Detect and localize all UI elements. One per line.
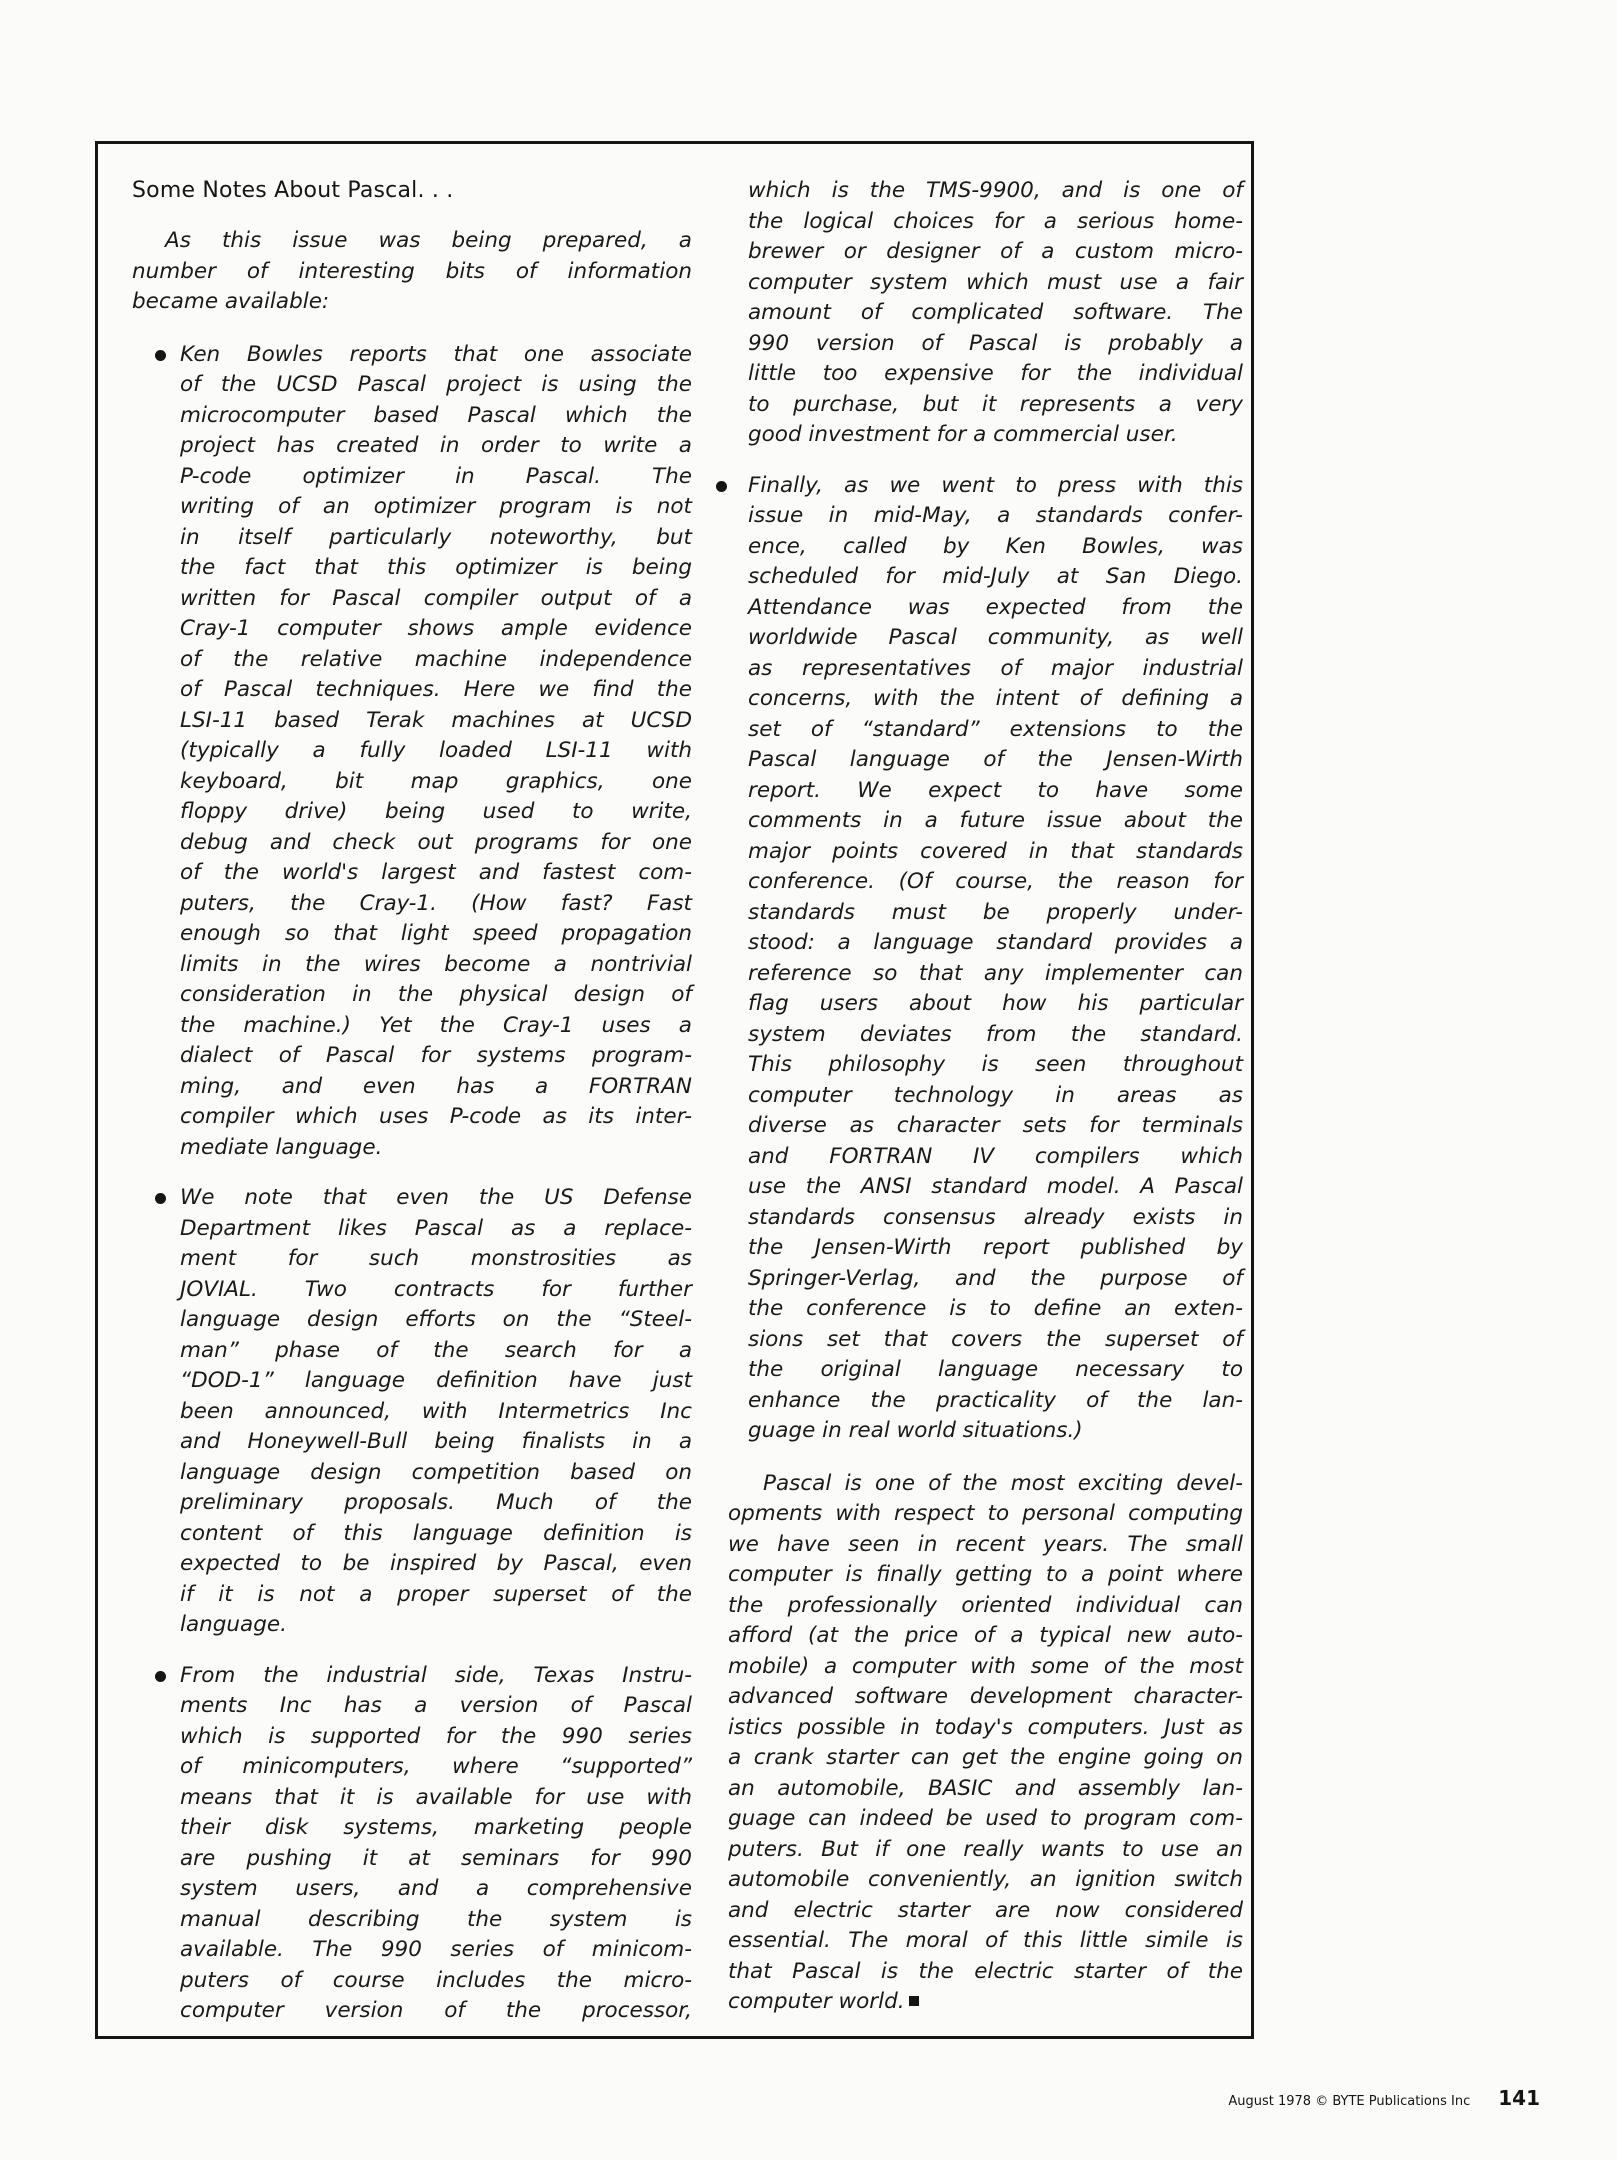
text-line: computer version of the processor, — [180, 1998, 692, 2023]
text-line: guage can indeed be used to program com- — [728, 1806, 1243, 1831]
text-line: major points covered in that standards — [748, 838, 1243, 864]
text-line: manual describing the system is — [180, 1906, 692, 1932]
text-line: mobile) a computer with some of the most — [728, 1653, 1243, 1679]
text-line: Attendance was expected from the — [748, 594, 1243, 620]
text-line: project has created in order to write a — [180, 433, 692, 458]
text-line: comments in a future issue about the — [748, 808, 1243, 833]
text-line: microcomputer based Pascal which the — [180, 402, 692, 428]
left-column — [132, 176, 692, 2027]
text-line: that Pascal is the electric starter of the — [728, 1958, 1243, 1984]
text-line: language design efforts on the “Steel- — [180, 1307, 692, 1332]
text-line: expected to be inspired by Pascal, even — [180, 1551, 692, 1576]
text-line: which is supported for the 990 series — [180, 1723, 692, 1749]
text-line: puters, the Cray-1. (How fast? Fast — [180, 890, 692, 916]
text-line: content of this language definition is — [180, 1520, 692, 1546]
bullet-item-texas-instruments — [132, 1661, 692, 2027]
text-line: man” phase of the search for a — [180, 1337, 692, 1363]
bullet-list — [132, 340, 692, 2027]
page-number: 141 — [1498, 2086, 1540, 2110]
text-line: in itself particularly noteworthy, but — [180, 524, 692, 550]
text-line: issue in mid-May, a standards confer- — [748, 503, 1243, 528]
text-line: if it is not a proper superset of the — [180, 1581, 692, 1607]
text-line: consideration in the physical design of — [180, 982, 692, 1007]
intro-paragraph — [132, 226, 692, 318]
bullet-icon — [716, 481, 727, 492]
text-line: been announced, with Intermetrics Inc — [180, 1398, 692, 1424]
closing-paragraph — [728, 1469, 1243, 2018]
text-line: language. — [180, 1612, 287, 1637]
text-line: language design competition based on — [180, 1459, 692, 1485]
text-line: ments Inc has a version of Pascal — [180, 1693, 692, 1718]
text-line: of the UCSD Pascal project is using the — [180, 372, 692, 397]
end-of-article-icon — [909, 1996, 919, 2006]
text-line: istics possible in today's computers. Just as — [728, 1714, 1243, 1740]
text-line: an automobile, BASIC and assembly lan- — [728, 1775, 1243, 1801]
bullet-text — [180, 340, 692, 1164]
text-line: preliminary proposals. Much of the — [180, 1490, 692, 1515]
text-line: to purchase, but it represents a very — [748, 391, 1243, 417]
text-line: flag users about how his particular — [748, 991, 1243, 1016]
bullet-text — [180, 1183, 692, 1641]
text-line: the conference is to define an exten- — [748, 1296, 1243, 1321]
text-line: of the world's largest and fastest com- — [180, 860, 692, 885]
bullet-item-standards-conference — [728, 471, 1243, 1447]
text-line: P-code optimizer in Pascal. The — [180, 463, 692, 489]
text-line: system users, and a comprehensive — [180, 1876, 692, 1901]
text-line: and Honeywell-Bull being finalists in a — [180, 1429, 692, 1454]
text-line: computer technology in areas as — [748, 1082, 1243, 1108]
text-line: puters of course includes the micro- — [180, 1967, 692, 1993]
text-line: stood: a language standard provides a — [748, 930, 1243, 955]
text-line: ming, and even has a FORTRAN — [180, 1073, 692, 1099]
text-line: essential. The moral of this little simile is — [728, 1928, 1243, 1953]
text-line: “DOD-1” language definition have just — [180, 1368, 692, 1393]
text-line: This philosophy is seen throughout — [748, 1052, 1243, 1077]
text-line: sions set that covers the superset of — [748, 1326, 1243, 1352]
text-line: limits in the wires become a nontrivial — [180, 951, 692, 977]
bullet-text — [180, 1661, 692, 2027]
bullet-item-texas-instruments-continued — [728, 176, 1243, 451]
right-column — [728, 176, 1243, 2018]
text-line: as representatives of major industrial — [748, 655, 1243, 681]
text-line: mediate language. — [180, 1134, 383, 1160]
text-line: of the relative machine independence — [180, 646, 692, 672]
article-title: Some Notes About Pascal. . . — [132, 178, 454, 203]
text-line: reference so that any implementer can — [748, 960, 1243, 986]
text-line: LSI-11 based Terak machines at UCSD — [180, 707, 692, 733]
text-line: the logical choices for a serious home- — [748, 208, 1243, 234]
text-line: available. The 990 series of minicom- — [180, 1937, 692, 1962]
text-line: puters. But if one really wants to use an — [728, 1836, 1243, 1862]
text-line: we have seen in recent years. The small — [728, 1531, 1243, 1557]
text-line: worldwide Pascal community, as well — [748, 625, 1243, 650]
text-line: means that it is available for use with — [180, 1784, 692, 1810]
text-line: brewer or designer of a custom micro- — [748, 239, 1243, 264]
text-line: Ken Bowles reports that one associate — [180, 341, 692, 367]
text-line: JOVIAL. Two contracts for further — [180, 1276, 692, 1302]
text-line: use the ANSI standard model. A Pascal — [748, 1174, 1243, 1199]
bullet-item-bowles — [132, 340, 692, 1164]
text-line: of minicomputers, where “supported” — [180, 1754, 692, 1779]
text-line: Springer-Verlag, and the purpose of — [748, 1265, 1243, 1291]
page-footer — [1000, 2086, 1540, 2110]
text-line: written for Pascal compiler output of a — [180, 585, 692, 611]
text-line: debug and check out programs for one — [180, 829, 692, 855]
text-line: writing of an optimizer program is not — [180, 494, 692, 519]
bullet-item-defense — [132, 1183, 692, 1641]
text-line: Cray-1 computer shows ample evidence — [180, 616, 692, 641]
text-line: diverse as character sets for terminals — [748, 1113, 1243, 1138]
text-line: standards consensus already exists in — [748, 1204, 1243, 1230]
text-line: compiler which uses P-code as its inter- — [180, 1104, 692, 1129]
text-line: and electric starter are now considered — [728, 1897, 1243, 1923]
text-line: Pascal is one of the most exciting devel- — [763, 1470, 1243, 1496]
text-line: standards must be properly under- — [748, 899, 1243, 925]
text-line: From the industrial side, Texas Instru- — [180, 1662, 692, 1688]
text-line: automobile conveniently, an ignition switch — [728, 1867, 1243, 1892]
text-line: advanced software development character- — [728, 1684, 1243, 1709]
footer-credit: August 1978 © BYTE Publications Inc — [1228, 2094, 1471, 2109]
text-line: enough so that light speed propagation — [180, 921, 692, 946]
text-line: little too expensive for the individual — [748, 361, 1243, 386]
text-line: report. We expect to have some — [748, 777, 1243, 803]
text-line: Department likes Pascal as a replace- — [180, 1215, 692, 1241]
text-line: As this issue was being prepared, a — [165, 228, 692, 253]
text-line: computer system which must use a fair — [748, 269, 1243, 295]
text-line: a crank starter can get the engine going on — [728, 1745, 1243, 1770]
text-line: floppy drive) being used to write, — [180, 799, 692, 824]
text-line: are pushing it at seminars for 990 — [180, 1845, 692, 1871]
text-line: good investment for a commercial user. — [748, 422, 1178, 447]
text-line: amount of complicated software. The — [748, 300, 1243, 325]
text-line: the Jensen-Wirth report published by — [748, 1235, 1243, 1260]
text-line: conference. (Of course, the reason for — [748, 869, 1243, 894]
text-line: which is the TMS-9900, and is one of — [748, 178, 1243, 203]
bullet-text — [748, 471, 1243, 1447]
text-line: ment for such monstrosities as — [180, 1246, 692, 1271]
bullet-icon — [155, 350, 166, 361]
text-line: Finally, as we went to press with this — [748, 472, 1243, 498]
text-line: concerns, with the intent of defining a — [748, 686, 1243, 711]
text-line: 990 version of Pascal is probably a — [748, 330, 1243, 356]
text-line: afford (at the price of a typical new auto- — [728, 1623, 1243, 1648]
text-line: computer is finally getting to a point where — [728, 1562, 1243, 1587]
text-line: guage in real world situations.) — [748, 1418, 1083, 1443]
text-line: and FORTRAN IV compilers which — [748, 1143, 1243, 1169]
text-line: the fact that this optimizer is being — [180, 555, 692, 580]
text-line: ence, called by Ken Bowles, was — [748, 533, 1243, 559]
bullet-icon — [155, 1193, 166, 1204]
bullet-list-continued — [728, 176, 1243, 1447]
text-line: the machine.) Yet the Cray-1 uses a — [180, 1012, 692, 1038]
bullet-icon — [155, 1671, 166, 1682]
text-line: system deviates from the standard. — [748, 1021, 1243, 1047]
text-line: dialect of Pascal for systems program- — [180, 1043, 692, 1068]
text-line: keyboard, bit map graphics, one — [180, 768, 692, 794]
text-line: the original language necessary to — [748, 1357, 1243, 1382]
text-line: set of “standard” extensions to the — [748, 716, 1243, 742]
text-line: of Pascal techniques. Here we find the — [180, 677, 692, 702]
text-line: computer world. — [728, 1987, 1243, 2018]
text-line: opments with respect to personal computing — [728, 1501, 1243, 1526]
text-line: scheduled for mid-July at San Diego. — [748, 564, 1243, 589]
text-line: Pascal language of the Jensen-Wirth — [748, 747, 1243, 772]
text-line: We note that even the US Defense — [180, 1185, 692, 1210]
text-line: their disk systems, marketing people — [180, 1815, 692, 1840]
text-line: number of interesting bits of information — [132, 258, 692, 284]
text-line: (typically a fully loaded LSI-11 with — [180, 738, 692, 763]
text-line: the professionally oriented individual can — [728, 1592, 1243, 1618]
text-line: enhance the practicality of the lan- — [748, 1387, 1243, 1413]
bullet-text — [748, 176, 1243, 451]
text-line: became available: — [132, 289, 330, 314]
